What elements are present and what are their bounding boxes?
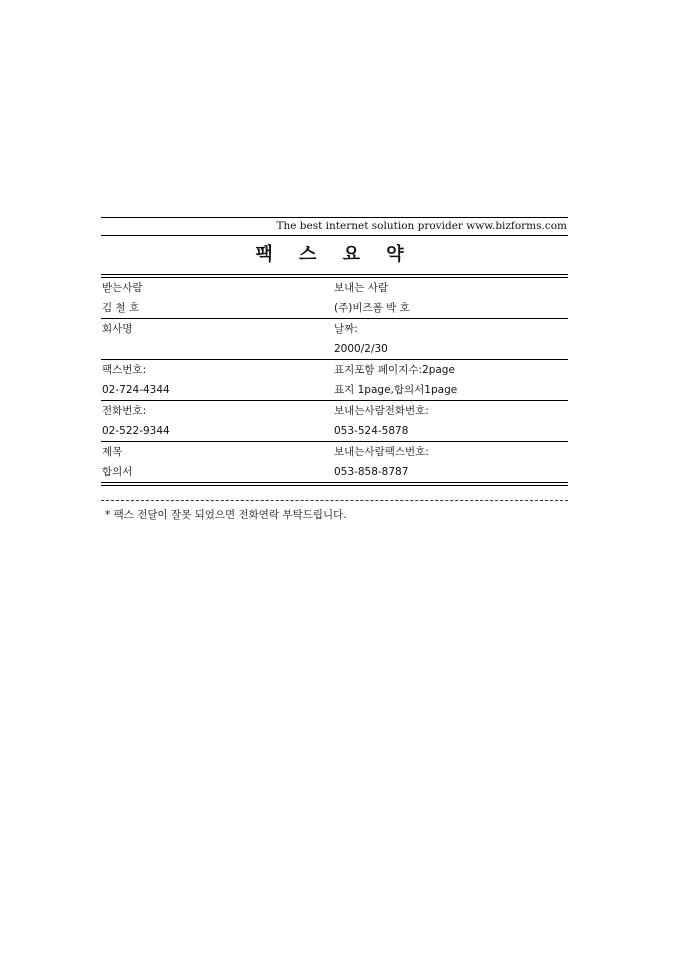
date-value: 2000/2/30 [334,343,388,355]
dashed-separator [101,500,568,501]
info-table [101,278,568,482]
fax-cover-sheet [101,217,568,522]
page-count-value: 표지 1page,합의서1page [334,384,458,396]
misdelivery-notice: * 팩스 전달이 잘못 되었으면 전화연락 부탁드립니다. [105,509,347,521]
subject-label: 제목 [102,446,123,458]
section-fax-pages [101,360,568,401]
company-tagline: The best internet solution provider www.bizforms.com [276,220,567,232]
recipient-value: 김 철 호 [102,302,140,314]
section-company-date [101,319,568,360]
sender-value: (주)비즈폼 박 호 [334,302,410,314]
subject-value: 합의서 [102,466,133,478]
sender-fax-label: 보내는사람팩스번호: [334,446,429,458]
fax-number-label: 팩스번호: [102,364,147,376]
recipient-label: 받는사람 [102,282,143,294]
phone-label: 전화번호: [102,405,147,417]
section-phone [101,401,568,442]
company-value [101,339,333,359]
fax-number-value: 02-724-4344 [102,384,170,396]
sender-fax-value: 053-858-8787 [334,466,409,478]
page-count-label: 표지포함 페이지수:2page [334,364,455,376]
table-bottom-double-rule [101,482,568,486]
section-subject-senderfax [101,442,568,482]
section-recipient-sender [101,278,568,319]
document-title: 팩 스 요 약 [255,244,414,265]
date-label: 날짜: [334,323,358,335]
sender-phone-label: 보내는사람전화번호: [334,405,429,417]
sender-label: 보내는 사람 [334,282,389,294]
phone-value: 02-522-9344 [102,425,170,437]
company-label: 회사명 [102,323,133,335]
sender-phone-value: 053-524-5878 [334,425,409,437]
